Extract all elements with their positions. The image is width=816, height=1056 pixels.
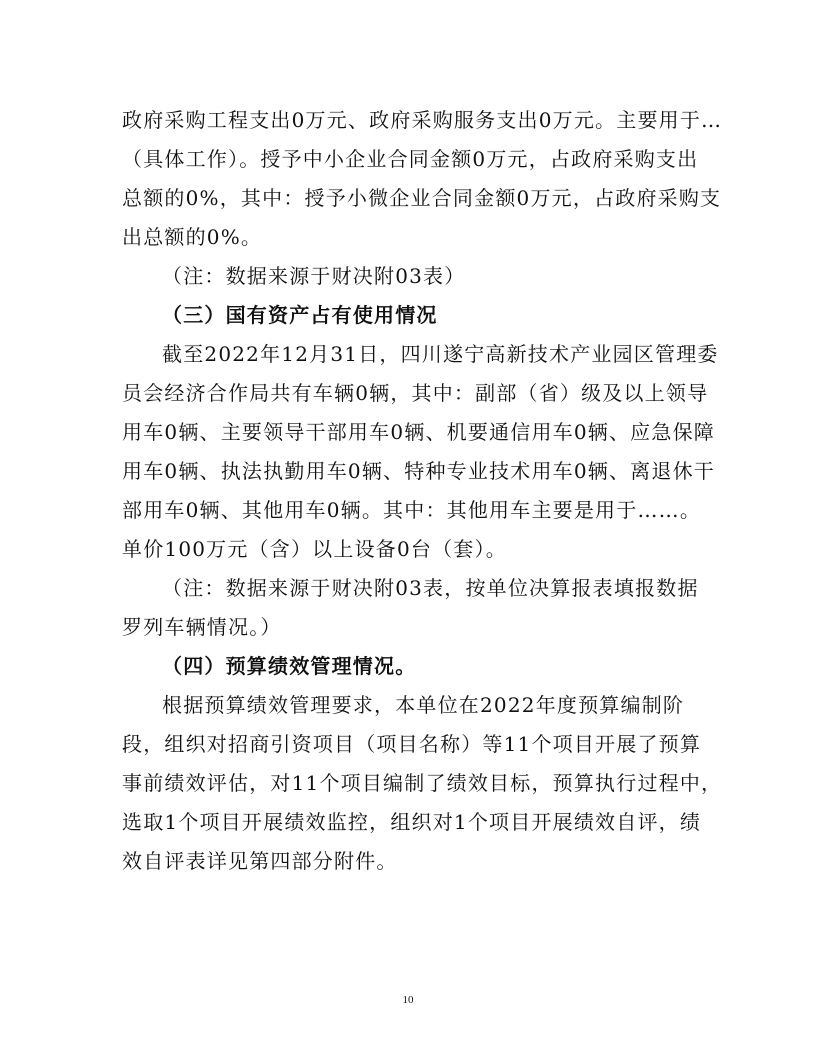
paragraph-line: 根据预算绩效管理要求，本单位在2022年度预算编制阶 (162, 693, 685, 717)
note-line: （注：数据来源于财决附03表） (162, 264, 466, 288)
paragraph-line: 事前绩效评估，对11个项目编制了绩效目标，预算执行过程中， (122, 771, 723, 795)
paragraph-line: 效自评表详见第四部分附件。 (122, 849, 398, 873)
paragraph-line: 用车0辆、主要领导干部用车0辆、机要通信用车0辆、应急保障 (122, 420, 715, 444)
paragraph-line: 单价100万元（含）以上设备0台（套）。 (122, 537, 507, 561)
paragraph-line: （具体工作）。授予中小企业合同金额0万元，占政府采购支出 (122, 147, 699, 171)
section-heading-3: （三）国有资产占有使用情况 (162, 303, 438, 327)
paragraph-line: 段，组织对招商引资项目（项目名称）等11个项目开展了预算 (122, 732, 702, 756)
paragraph-line: 总额的0%，其中：授予小微企业合同金额0万元，占政府采购支 (122, 186, 722, 210)
page-number: 10 (402, 994, 414, 1006)
paragraph-line: 部用车0辆、其他用车0辆。其中：其他用车主要是用于……。 (122, 498, 702, 522)
note-line: （注：数据来源于财决附03表，按单位决算报表填报数据 (162, 576, 699, 600)
paragraph-line: 员会经济合作局共有车辆0辆，其中：副部（省）级及以上领导 (122, 381, 709, 405)
paragraph-line: 选取1个项目开展绩效监控，组织对1个项目开展绩效自评，绩 (122, 810, 702, 834)
note-line: 罗列车辆情况。） (122, 615, 282, 639)
section-heading-4: （四）预算绩效管理情况。 (162, 654, 417, 678)
paragraph-line: 政府采购工程支出0万元、政府采购服务支出0万元。主要用于… (122, 108, 723, 132)
paragraph-line: 用车0辆、执法执勤用车0辆、特种专业技术用车0辆、离退休干 (122, 459, 715, 483)
paragraph-line: 截至2022年12月31日，四川遂宁高新技术产业园区管理委 (162, 342, 719, 366)
paragraph-line: 出总额的0%。 (122, 225, 263, 249)
